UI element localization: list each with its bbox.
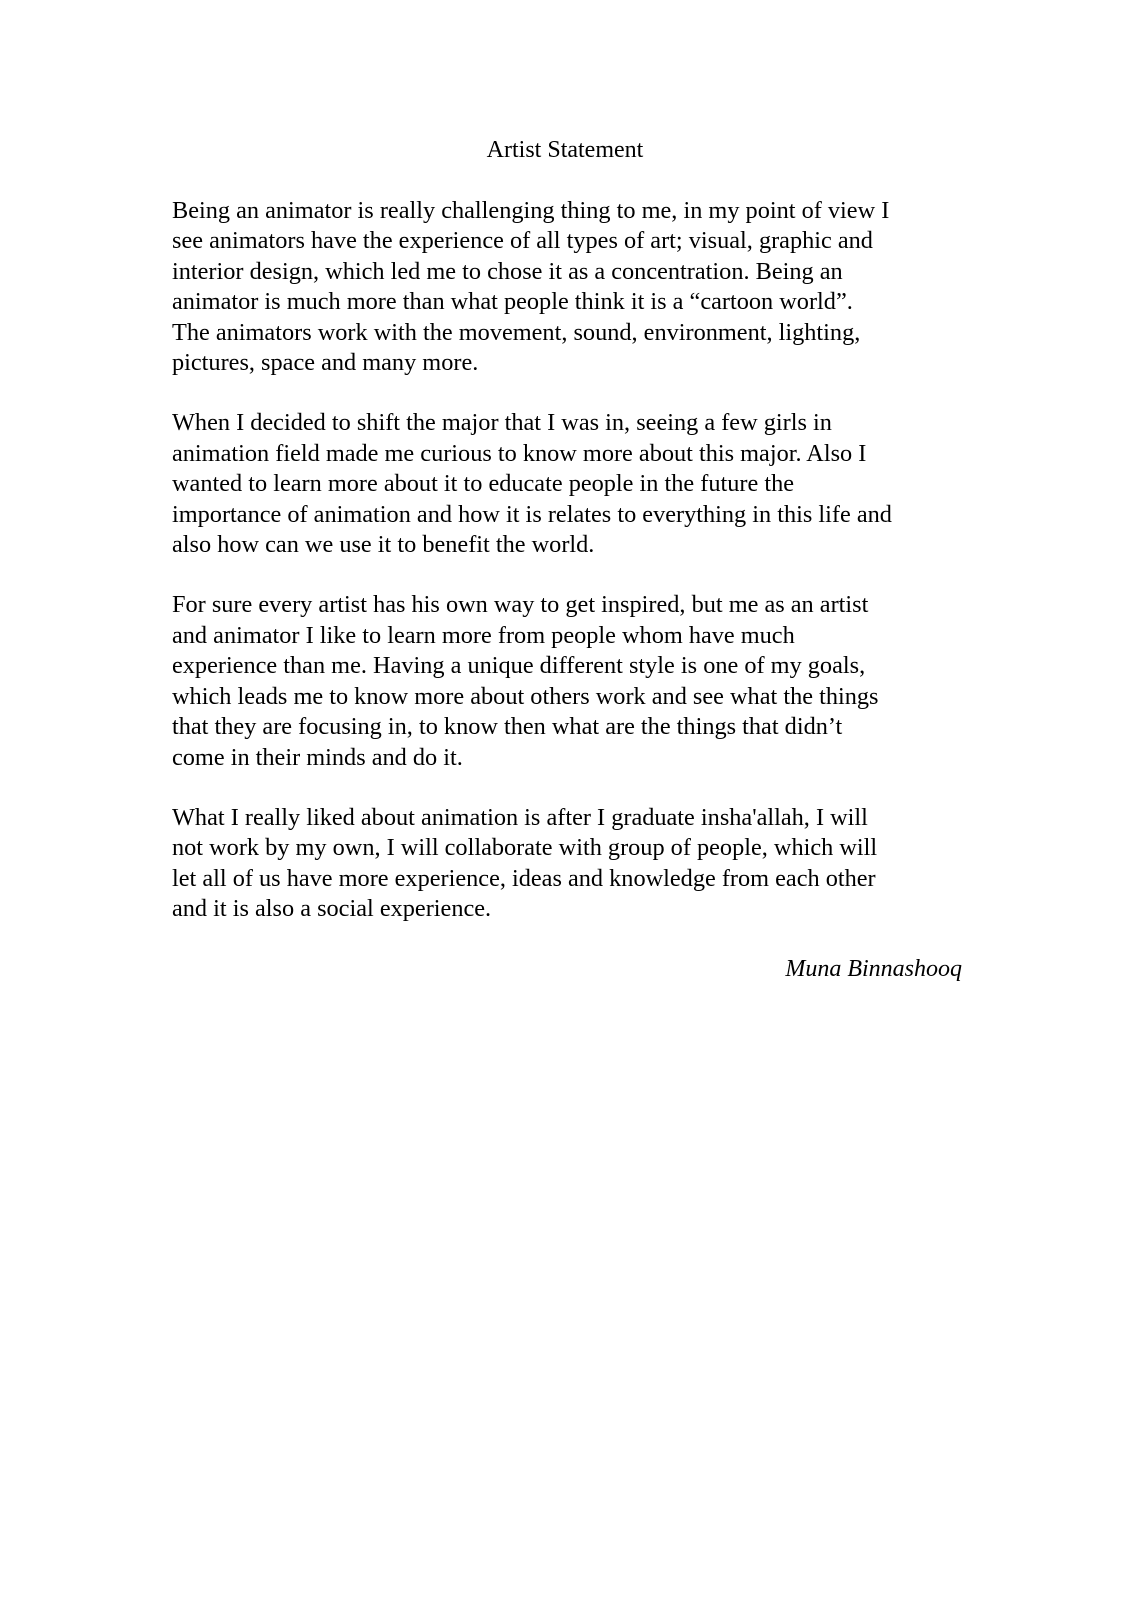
- paragraph-line: When I decided to shift the major that I was in, seeing a few girls in: [172, 409, 832, 437]
- paragraph-line: importance of animation and how it is relates to everything in this life and: [172, 500, 892, 528]
- paragraph-line: Being an animator is really challenging thing to me, in my point of view I: [172, 197, 890, 224]
- paragraph-4: [172, 803, 972, 925]
- paragraph-line: see animators have the experience of all types of art; visual, graphic and: [172, 227, 873, 255]
- document-title: Artist Statement: [486, 137, 644, 163]
- paragraph-line: interior design, which led me to chose it as a concentration. Being an: [172, 257, 843, 285]
- paragraph-line: pictures, space and many more.: [172, 349, 479, 377]
- paragraph-line: and it is also a social experience.: [172, 895, 492, 923]
- paragraph-2: [172, 408, 972, 560]
- paragraph-line: wanted to learn more about it to educate people in the future the: [172, 470, 795, 498]
- paragraph-line: animation field made me curious to know more about this major. Also I: [172, 439, 867, 467]
- paragraph-line: For sure every artist has his own way to get inspired, but me as an artist: [172, 591, 869, 619]
- paragraph-line: not work by my own, I will collaborate with group of people, which will: [172, 834, 878, 862]
- paragraph-3: [172, 590, 972, 772]
- paragraph-line: The animators work with the movement, sound, environment, lighting,: [172, 318, 861, 346]
- paragraph-line: also how can we use it to benefit the world.: [172, 531, 595, 559]
- paragraph-line: come in their minds and do it.: [172, 743, 463, 771]
- paragraph-line: animator is much more than what people think it is a “cartoon world”.: [172, 288, 853, 316]
- paragraph-line: experience than me. Having a unique different style is one of my goals,: [172, 652, 866, 680]
- document-body: [172, 196, 972, 955]
- paragraph-line: let all of us have more experience, ideas and knowledge from each other: [172, 864, 876, 892]
- paragraph-line: What I really liked about animation is after I graduate insha'allah, I will: [172, 803, 868, 831]
- author-signature: Muna Binnashooq: [785, 956, 962, 982]
- paragraph-1: [172, 196, 972, 378]
- paragraph-line: that they are focusing in, to know then what are the things that didn’t: [172, 713, 843, 741]
- paragraph-line: and animator I like to learn more from people whom have much: [172, 621, 795, 649]
- paragraph-line: which leads me to know more about others work and see what the things: [172, 682, 879, 710]
